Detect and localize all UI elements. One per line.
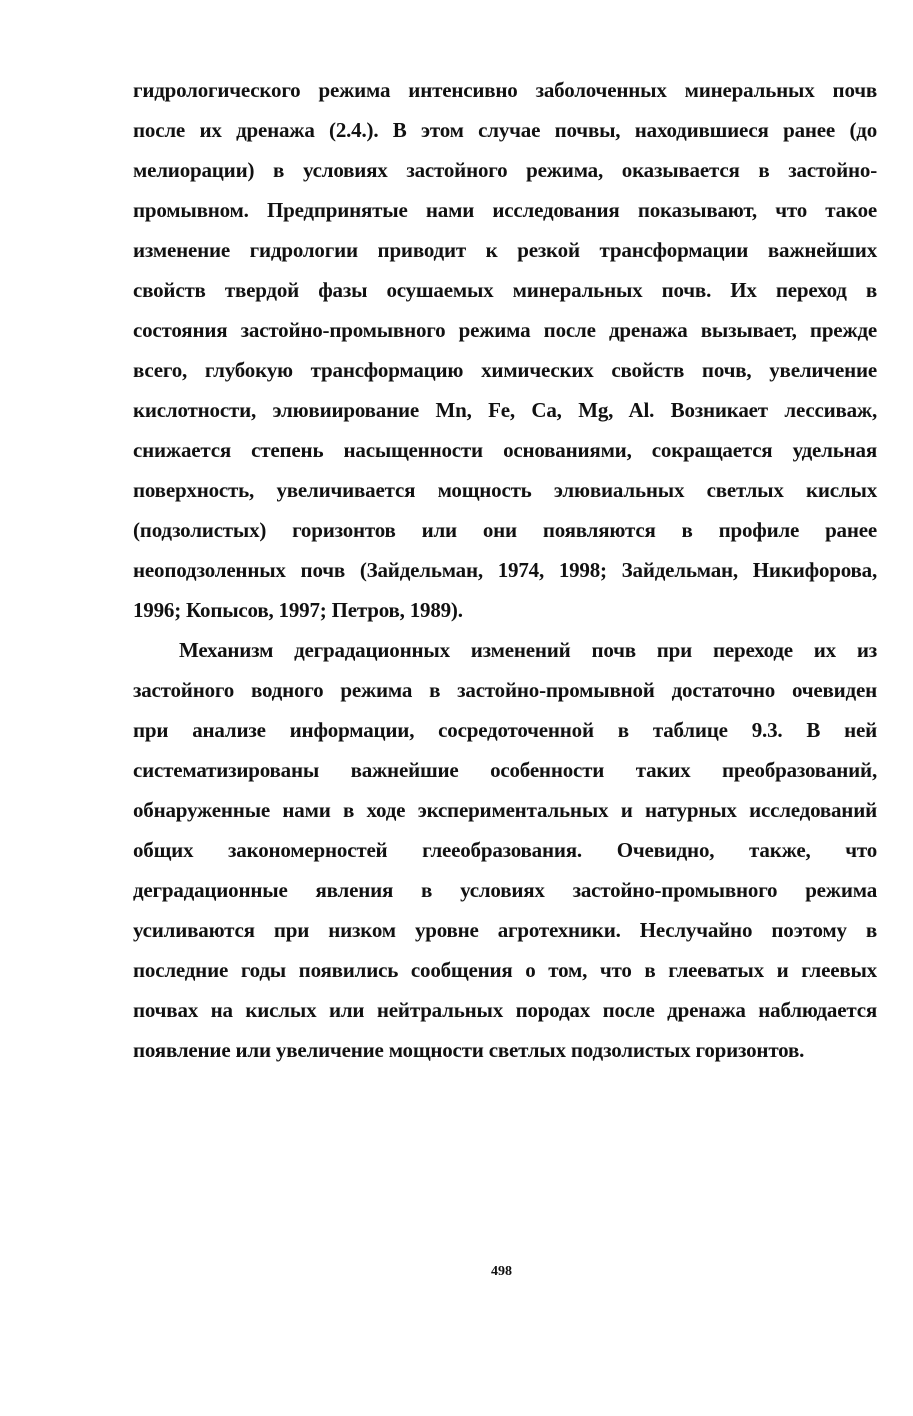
- text-line: мелиорации) в условиях застойного режима, оказывается в застойно-: [133, 158, 877, 182]
- text-line: состояния застойно-промывного режима после дренажа вызывает, прежде: [133, 318, 877, 342]
- body-text: [133, 70, 877, 1070]
- text-line: 1996; Копысов, 1997; Петров, 1989).: [133, 598, 463, 622]
- text-line: неоподзоленных почв (Зайдельман, 1974, 1998; Зайдельман, Никифорова,: [133, 558, 877, 582]
- paragraph-1: [133, 70, 877, 630]
- text-line: промывном. Предпринятые нами исследования показывают, что такое: [133, 198, 877, 222]
- text-line: систематизированы важнейшие особенности таких преобразований,: [133, 758, 877, 782]
- text-line: свойств твердой фазы осушаемых минеральных почв. Их переход в: [133, 278, 877, 302]
- text-line: (подзолистых) горизонтов или они появляются в профиле ранее: [133, 518, 877, 542]
- text-line: изменение гидрологии приводит к резкой трансформации важнейших: [133, 238, 877, 262]
- text-line: обнаруженные нами в ходе экспериментальных и натурных исследований: [133, 798, 877, 822]
- paragraph-2: [133, 630, 877, 1070]
- text-line: появление или увеличение мощности светлых подзолистых горизонтов.: [133, 1038, 805, 1062]
- text-line: застойного водного режима в застойно-промывной достаточно очевиден: [133, 678, 877, 702]
- page-number: 498: [491, 1264, 512, 1279]
- text-line: Механизм деградационных изменений почв при переходе их из: [179, 638, 877, 662]
- text-line: снижается степень насыщенности основаниями, сокращается удельная: [133, 438, 877, 462]
- text-line: кислотности, элювиирование Mn, Fe, Ca, Mg, Al. Возникает лессиваж,: [133, 398, 877, 422]
- text-line: при анализе информации, сосредоточенной в таблице 9.3. В ней: [133, 718, 877, 742]
- text-line: поверхность, увеличивается мощность элювиальных светлых кислых: [133, 478, 877, 502]
- text-line: гидрологического режима интенсивно заболоченных минеральных почв: [133, 78, 877, 102]
- text-line: всего, глубокую трансформацию химических свойств почв, увеличение: [133, 358, 877, 382]
- text-line: после их дренажа (2.4.). В этом случае почвы, находившиеся ранее (до: [133, 118, 877, 142]
- text-line: усиливаются при низком уровне агротехники. Неслучайно поэтому в: [133, 918, 877, 942]
- text-line: последние годы появились сообщения о том, что в глееватых и глеевых: [133, 958, 877, 982]
- text-line: общих закономерностей глееобразования. Очевидно, также, что: [133, 838, 877, 862]
- text-line: почвах на кислых или нейтральных породах после дренажа наблюдается: [133, 998, 877, 1022]
- text-line: деградационные явления в условиях застойно-промывного режима: [133, 878, 877, 902]
